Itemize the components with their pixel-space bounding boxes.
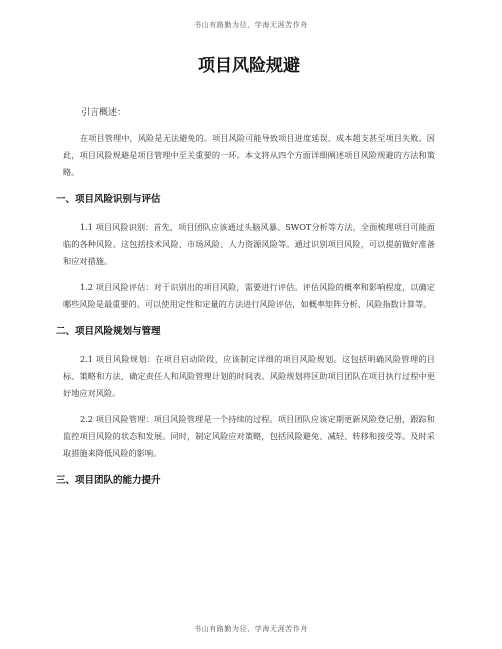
paragraph-1-1: 1.1 项目风险识别：首先，项目团队应该通过头脑风暴、SWOT分析等方法，全面梳理项目可能面临的各种风险。这包括技术风险、市场风险、人力资源风险等。通过识别项目风险，可以提前做好准备和应对措施。 (63, 222, 435, 266)
paragraph-2-2: 2.2 项目风险管理：项目风险管理是一个持续的过程。项目团队应该定期更新风险登记册，跟踪和监控项目风险的状态和发展。同时，制定风险应对策略，包括风险避免、减轻、转移和接受等。及时采取措施来降低风险的影响。 (63, 414, 435, 458)
paragraph-2-1: 2.1 项目风险规划：在项目启动阶段，应该制定详细的项目风险规划。这包括明确风险管理的目标、策略和方法，确定责任人和风险管理计划的时间表。风险规划将区助项目团队在项目执行过程中更好地应对风险。 (63, 354, 435, 398)
intro-paragraph: 在项目管理中，风险是无法避免的。项目风险可能导致项目进度延误、成本超支甚至项目失败。因此，项目风险规避是项目管理中至关重要的一环。本文将从四个方面详细阐述项目风险规避的方法和策略。 (63, 133, 435, 177)
running-footer: 书山有路勤为径，学海无涯苦作舟 (194, 625, 308, 633)
page-title: 项目风险规避 (198, 56, 300, 76)
running-header: 书山有路勤为径，学海无涯苦作舟 (194, 21, 308, 29)
paragraph-1-2: 1.2 项目风险评估：对于识别出的项目风险，需要进行评估。评估风险的概率和影响程度，以确定哪些风险是最重要的。可以使用定性和定量的方法进行风险评估，如概率矩阵分析、风险指数计算等。 (63, 282, 435, 309)
section-heading-1: 一、项目风险识别与评估 (56, 194, 161, 205)
section-heading-3: 三、项目团队的能力提升 (56, 475, 161, 486)
intro-label: 引言概述： (81, 108, 127, 118)
section-heading-2: 二、项目风险规划与管理 (56, 326, 161, 337)
document-body (56, 54, 435, 500)
